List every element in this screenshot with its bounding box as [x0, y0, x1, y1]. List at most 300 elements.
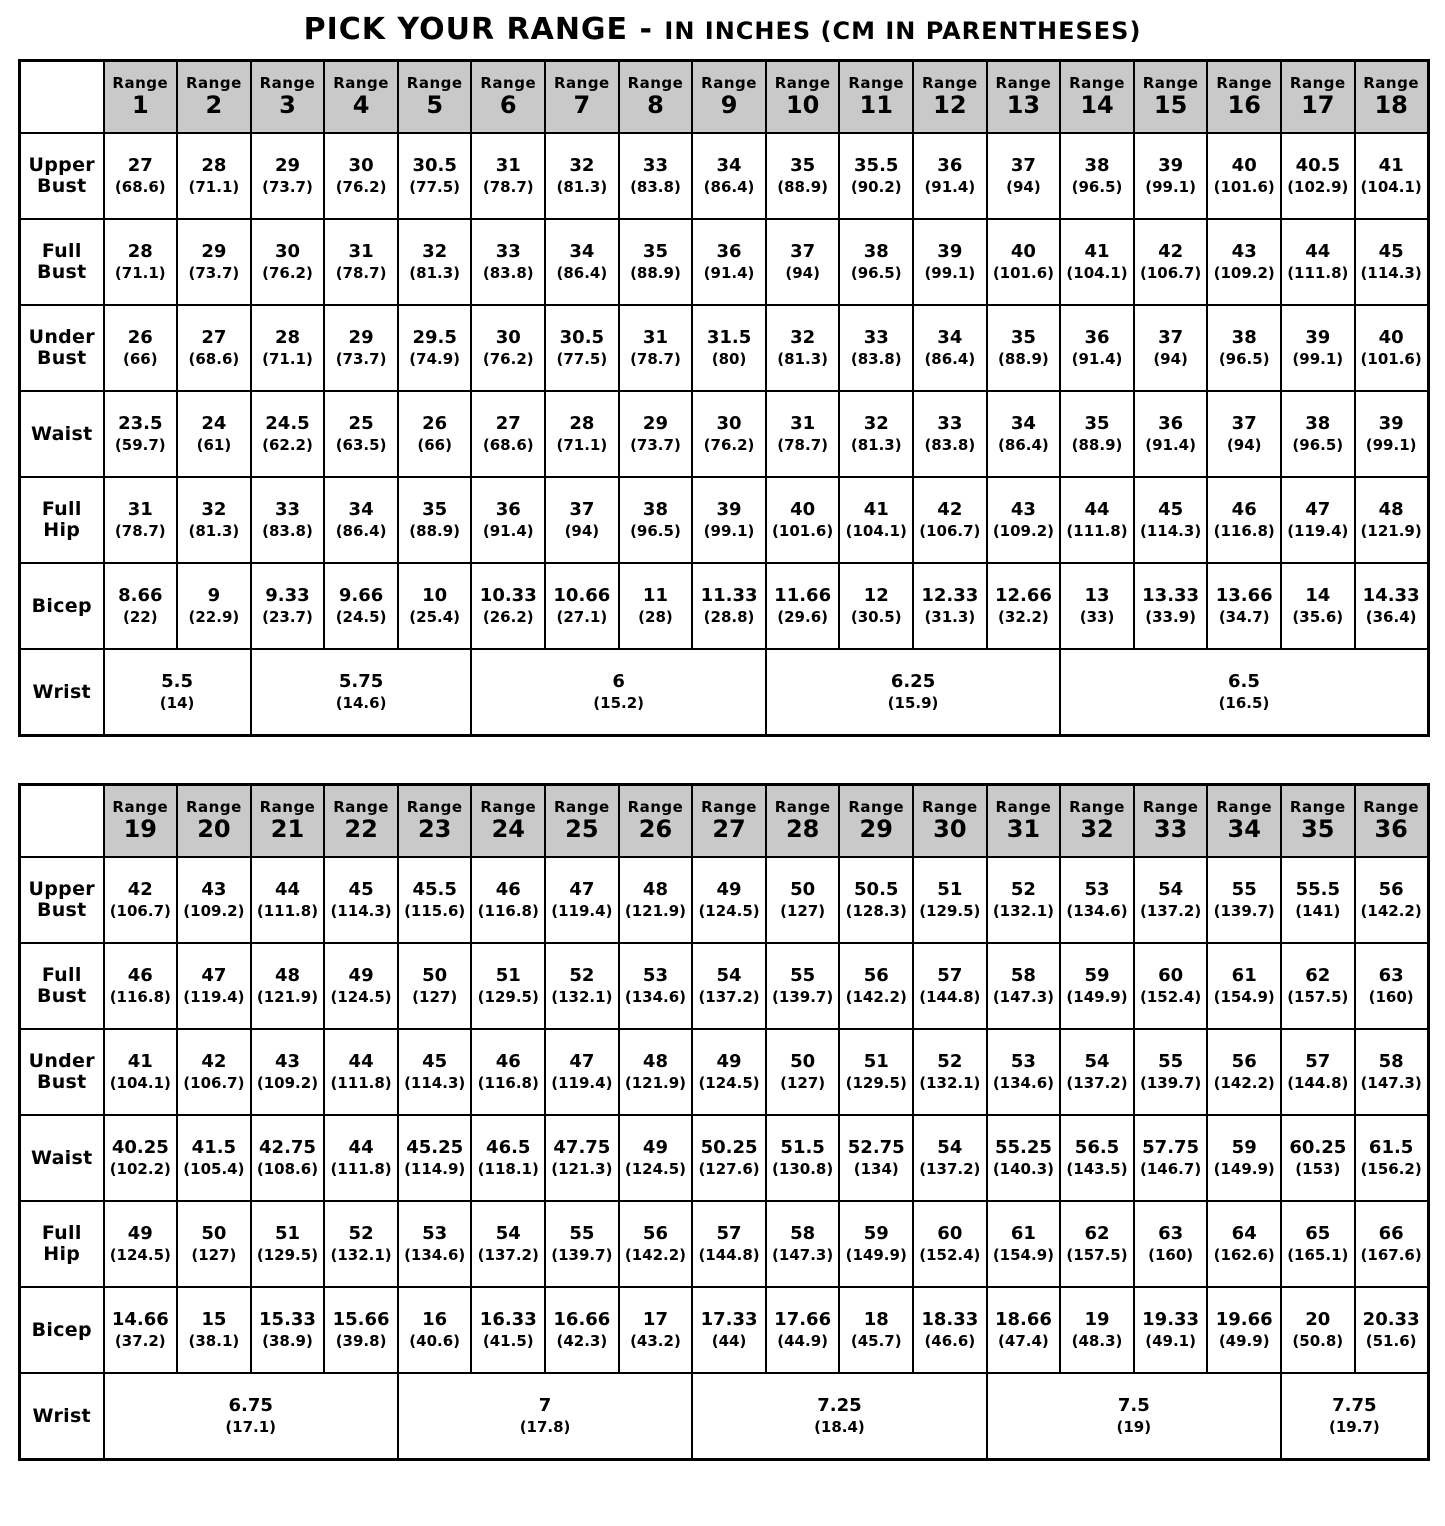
column-header-range-4[interactable] — [324, 61, 398, 134]
measurement-cell — [1060, 1287, 1134, 1373]
measurement-cell — [545, 563, 619, 649]
measurement-cell — [471, 943, 545, 1029]
measure-cm: (139.7) — [772, 987, 834, 1006]
range-word: Range — [774, 797, 831, 816]
measure-inches: 60 — [937, 1223, 963, 1245]
measure-cm: (132.1) — [551, 987, 613, 1006]
measurement-cell — [471, 391, 545, 477]
range-word: Range — [848, 73, 905, 92]
measurement-cell — [1060, 563, 1134, 649]
measure-inches: 31 — [348, 241, 374, 263]
measurement-cell — [251, 133, 325, 219]
range-word: Range — [259, 797, 316, 816]
measurement-cell — [1355, 133, 1429, 219]
measurement-cell — [987, 1115, 1061, 1201]
measure-cm: (86.4) — [335, 521, 387, 540]
measurement-cell — [104, 1201, 178, 1287]
measure-cm: (30.5) — [850, 607, 902, 626]
measure-cm: (142.2) — [1360, 901, 1422, 920]
range-word: Range — [186, 73, 242, 92]
measure-cm: (152.4) — [1140, 987, 1202, 1006]
measure-cm: (96.5) — [1218, 349, 1270, 368]
column-header-range-1[interactable] — [104, 61, 178, 134]
measure-inches: 55.25 — [994, 1137, 1052, 1159]
measure-cm: (115.6) — [404, 901, 466, 920]
wrist-measurement-cell — [766, 649, 1060, 736]
column-header-range-20[interactable] — [177, 785, 251, 858]
measurement-cell — [324, 1115, 398, 1201]
range-word: Range — [1069, 797, 1125, 816]
measurement-cell — [839, 857, 913, 943]
measurement-cell — [766, 1201, 840, 1287]
column-header-range-30[interactable] — [913, 785, 987, 858]
measure-inches: 30.5 — [559, 327, 605, 349]
range-table-2 — [18, 783, 1430, 1461]
measure-cm: (71.1) — [114, 263, 166, 282]
column-header-range-19[interactable] — [104, 785, 178, 858]
measure-cm: (81.3) — [556, 177, 608, 196]
measure-inches: 47 — [569, 1051, 595, 1073]
measure-inches: 12.66 — [994, 585, 1052, 607]
measure-cm: (139.7) — [551, 1245, 613, 1264]
measure-cm: (22) — [123, 607, 158, 626]
measure-cm: (73.7) — [188, 263, 240, 282]
column-header-range-31[interactable] — [987, 785, 1061, 858]
measurement-cell — [398, 133, 472, 219]
measurement-cell — [1207, 857, 1281, 943]
measurement-cell — [987, 1029, 1061, 1115]
range-number: 15 — [1153, 91, 1188, 120]
range-number: 30 — [933, 815, 967, 844]
measure-cm: (137.2) — [698, 987, 760, 1006]
measure-inches: 7 — [538, 1395, 552, 1417]
measure-inches: 5.5 — [161, 671, 194, 693]
measure-cm: (137.2) — [1140, 901, 1202, 920]
measure-inches: 32 — [422, 241, 448, 263]
measure-cm: (116.8) — [477, 1073, 539, 1092]
measurement-cell — [1060, 305, 1134, 391]
column-header-range-8[interactable] — [619, 61, 693, 134]
measure-cm: (88.9) — [409, 521, 461, 540]
measurement-cell — [104, 563, 178, 649]
measure-inches: 32 — [790, 327, 816, 349]
range-word: Range — [1289, 73, 1346, 92]
measure-inches: 30 — [274, 241, 301, 263]
measure-inches: 35 — [642, 241, 668, 263]
measurement-cell — [692, 857, 766, 943]
measure-cm: (128.3) — [845, 901, 907, 920]
range-number: 19 — [123, 815, 157, 844]
range-word: Range — [1142, 797, 1199, 816]
measurement-cell — [1134, 219, 1208, 305]
measurement-cell — [987, 1287, 1061, 1373]
measure-inches: 56 — [642, 1223, 668, 1245]
measurement-cell — [104, 133, 178, 219]
row-label-line1: Upper — [28, 878, 95, 901]
range-word: Range — [1216, 797, 1273, 816]
measure-inches: 59 — [863, 1223, 889, 1245]
measure-inches: 29.5 — [412, 327, 457, 349]
measure-cm: (106.7) — [919, 521, 981, 540]
column-header-range-5[interactable] — [398, 61, 472, 134]
measurement-cell — [619, 1029, 693, 1115]
measure-cm: (114.9) — [404, 1159, 466, 1178]
measure-inches: 46 — [1231, 499, 1257, 521]
measure-inches: 28 — [127, 241, 153, 263]
column-header-range-32[interactable] — [1060, 785, 1134, 858]
measurement-cell — [251, 943, 325, 1029]
measure-cm: (35.6) — [1292, 607, 1344, 626]
measure-cm: (124.5) — [330, 987, 392, 1006]
measurement-cell — [1060, 391, 1134, 477]
table-row — [20, 1029, 1429, 1115]
measure-cm: (81.3) — [850, 435, 902, 454]
measure-cm: (77.5) — [556, 349, 608, 368]
measure-cm: (38.1) — [188, 1331, 240, 1350]
measurement-cell — [1134, 857, 1208, 943]
measure-cm: (78.7) — [777, 435, 828, 454]
measurement-cell — [251, 1201, 325, 1287]
measure-inches: 39 — [937, 241, 963, 263]
wrist-measurement-cell — [104, 649, 251, 736]
measurement-cell — [177, 477, 251, 563]
measure-inches: 12 — [863, 585, 889, 607]
measure-cm: (106.7) — [183, 1073, 245, 1092]
measure-cm: (49.9) — [1218, 1331, 1270, 1350]
measurement-cell — [913, 133, 987, 219]
measure-cm: (104.1) — [1360, 177, 1422, 196]
measure-cm: (81.3) — [188, 521, 240, 540]
measure-inches: 40 — [1010, 241, 1036, 263]
range-number: 32 — [1080, 815, 1114, 844]
measurement-cell — [1355, 391, 1429, 477]
column-header-range-16[interactable] — [1207, 61, 1281, 134]
measure-cm: (142.2) — [845, 987, 907, 1006]
measurement-cell — [471, 563, 545, 649]
range-number: 10 — [785, 91, 820, 120]
range-word: Range — [1363, 73, 1420, 92]
measure-cm: (43.2) — [630, 1331, 681, 1350]
measure-cm: (101.6) — [1360, 349, 1422, 368]
wrist-measurement-cell — [692, 1373, 986, 1460]
range-word: Range — [553, 73, 610, 92]
measure-cm: (134) — [853, 1159, 899, 1178]
measure-cm: (76.2) — [703, 435, 755, 454]
measure-inches: 38 — [863, 241, 889, 263]
column-header-range-11[interactable] — [839, 61, 913, 134]
measure-inches: 19.66 — [1215, 1309, 1273, 1331]
measurement-cell — [1134, 943, 1208, 1029]
measure-inches: 52.75 — [847, 1137, 905, 1159]
range-word: Range — [480, 797, 537, 816]
column-header-range-2[interactable] — [177, 61, 251, 134]
column-header-range-24[interactable] — [471, 785, 545, 858]
measurement-cell — [987, 219, 1061, 305]
measurement-cell — [913, 219, 987, 305]
measure-inches: 61 — [1231, 965, 1257, 987]
column-header-range-25[interactable] — [545, 785, 619, 858]
range-word: Range — [1363, 797, 1420, 816]
measurement-cell — [1207, 1201, 1281, 1287]
measurement-cell — [545, 391, 619, 477]
measurement-cell — [177, 305, 251, 391]
range-number: 17 — [1301, 91, 1335, 120]
measure-cm: (88.9) — [1071, 435, 1123, 454]
measure-cm: (68.6) — [188, 349, 240, 368]
measure-cm: (17.1) — [225, 1417, 277, 1436]
measure-cm: (142.2) — [1213, 1073, 1275, 1092]
measure-cm: (157.5) — [1287, 987, 1349, 1006]
measure-cm: (114.3) — [1140, 521, 1202, 540]
row-label-line1: Bicep — [31, 594, 92, 617]
measure-inches: 46 — [127, 965, 153, 987]
measurement-cell — [766, 1287, 840, 1373]
measure-inches: 52 — [569, 965, 595, 987]
measure-inches: 44 — [348, 1137, 374, 1159]
range-number: 16 — [1227, 91, 1261, 120]
measure-cm: (130.8) — [772, 1159, 834, 1178]
measure-cm: (14) — [159, 693, 195, 712]
measurement-cell — [398, 1201, 472, 1287]
measure-cm: (77.5) — [409, 177, 461, 196]
measure-inches: 52 — [1010, 879, 1036, 901]
column-header-range-7[interactable] — [545, 61, 619, 134]
measure-inches: 41.5 — [191, 1137, 237, 1159]
measure-cm: (40.6) — [409, 1331, 461, 1350]
range-number: 33 — [1153, 815, 1188, 844]
measure-cm: (149.9) — [1213, 1159, 1275, 1178]
column-header-range-13[interactable] — [987, 61, 1061, 134]
measurement-cell — [1207, 305, 1281, 391]
wrist-measurement-cell — [398, 1373, 692, 1460]
measurement-cell — [1355, 219, 1429, 305]
measurement-cell — [251, 477, 325, 563]
measurement-cell — [1134, 1201, 1208, 1287]
row-label-line2: Bust — [36, 175, 87, 197]
measure-cm: (142.2) — [624, 1245, 687, 1264]
measure-cm: (137.2) — [1066, 1073, 1128, 1092]
measure-inches: 36 — [1084, 327, 1110, 349]
measure-inches: 24 — [201, 413, 227, 435]
measurement-cell — [619, 1115, 693, 1201]
measure-inches: 63 — [1158, 1223, 1184, 1245]
measure-inches: 27 — [495, 413, 521, 435]
range-word: Range — [186, 797, 242, 816]
measure-cm: (50.8) — [1292, 1331, 1344, 1350]
measure-inches: 35 — [790, 155, 816, 177]
measurement-cell — [545, 1029, 619, 1115]
range-number: 1 — [131, 91, 149, 120]
row-label-line2: Hip — [43, 1243, 81, 1265]
measurement-cell — [471, 305, 545, 391]
measure-cm: (96.5) — [850, 263, 902, 282]
measure-cm: (121.3) — [551, 1159, 613, 1178]
column-header-range-9[interactable] — [692, 61, 766, 134]
measure-cm: (127) — [780, 901, 826, 920]
measure-cm: (17.8) — [519, 1417, 571, 1436]
column-header-range-26[interactable] — [619, 785, 693, 858]
measure-cm: (127) — [412, 987, 458, 1006]
measure-cm: (141) — [1295, 901, 1341, 920]
measure-cm: (109.2) — [1213, 263, 1275, 282]
measurement-cell — [1207, 133, 1281, 219]
measure-cm: (156.2) — [1360, 1159, 1422, 1178]
measurement-cell — [104, 1115, 178, 1201]
measure-cm: (26.2) — [482, 607, 534, 626]
tables-container — [18, 59, 1427, 1461]
measurement-cell — [471, 1115, 545, 1201]
measurement-cell — [1134, 563, 1208, 649]
measure-cm: (105.4) — [183, 1159, 245, 1178]
measure-inches: 35 — [1010, 327, 1036, 349]
range-number: 5 — [426, 91, 444, 120]
column-header-range-21[interactable] — [251, 785, 325, 858]
measurement-cell — [104, 857, 178, 943]
measurement-cell — [1060, 219, 1134, 305]
measure-inches: 13.33 — [1142, 585, 1200, 607]
page-title-sub: IN INCHES (CM IN PARENTHESES) — [664, 17, 1142, 45]
measure-inches: 24.5 — [265, 413, 310, 435]
measure-cm: (41.5) — [482, 1331, 534, 1350]
measure-inches: 37 — [790, 241, 816, 263]
measure-inches: 44 — [1084, 499, 1110, 521]
measurement-cell — [619, 219, 693, 305]
measure-inches: 53 — [422, 1223, 448, 1245]
column-header-range-23[interactable] — [398, 785, 472, 858]
measurement-cell — [766, 133, 840, 219]
measurement-cell — [324, 219, 398, 305]
measure-inches: 28 — [201, 155, 227, 177]
table-row-wrist — [20, 649, 1429, 736]
column-header-range-12[interactable] — [913, 61, 987, 134]
measure-cm: (19.7) — [1328, 1417, 1380, 1436]
column-header-range-33[interactable] — [1134, 785, 1208, 858]
measure-cm: (104.1) — [1066, 263, 1128, 282]
measure-inches: 59 — [1231, 1137, 1257, 1159]
wrist-measurement-cell — [104, 1373, 398, 1460]
measure-inches: 32 — [201, 499, 227, 521]
column-header-range-34[interactable] — [1207, 785, 1281, 858]
measure-cm: (134.6) — [992, 1073, 1054, 1092]
range-number: 35 — [1301, 815, 1335, 844]
measurement-cell — [398, 305, 472, 391]
measure-inches: 60.25 — [1289, 1137, 1347, 1159]
measure-cm: (83.8) — [630, 177, 681, 196]
measure-inches: 33 — [274, 499, 301, 521]
measure-cm: (106.7) — [109, 901, 171, 920]
column-header-range-22[interactable] — [324, 785, 398, 858]
measure-inches: 52 — [348, 1223, 374, 1245]
column-header-range-6[interactable] — [471, 61, 545, 134]
measure-cm: (81.3) — [777, 349, 828, 368]
measure-cm: (116.8) — [477, 901, 539, 920]
column-header-range-17[interactable] — [1281, 61, 1355, 134]
measurement-cell — [104, 391, 178, 477]
measure-inches: 14 — [1305, 585, 1331, 607]
measure-cm: (101.6) — [772, 521, 834, 540]
row-label-wrist — [20, 1373, 104, 1460]
measure-inches: 65 — [1305, 1223, 1331, 1245]
measure-inches: 47 — [569, 879, 595, 901]
measure-inches: 31 — [127, 499, 153, 521]
measure-inches: 50 — [790, 879, 816, 901]
column-header-range-10[interactable] — [766, 61, 840, 134]
measure-cm: (31.3) — [924, 607, 976, 626]
measurement-cell — [1207, 943, 1281, 1029]
measure-inches: 49 — [348, 965, 374, 987]
measure-inches: 45 — [1378, 241, 1404, 263]
column-header-range-29[interactable] — [839, 785, 913, 858]
measurement-cell — [545, 1115, 619, 1201]
row-label-line2: Bust — [36, 899, 87, 921]
measure-cm: (119.4) — [551, 1073, 613, 1092]
measure-cm: (94) — [1153, 349, 1188, 368]
measure-inches: 17.33 — [700, 1309, 758, 1331]
measure-cm: (68.6) — [482, 435, 534, 454]
column-header-range-15[interactable] — [1134, 61, 1208, 134]
measure-inches: 30 — [495, 327, 521, 349]
row-label-line1: Full — [41, 1222, 82, 1245]
measurement-cell — [471, 1201, 545, 1287]
measurement-cell — [766, 943, 840, 1029]
measure-inches: 6.25 — [890, 671, 936, 693]
measure-cm: (121.9) — [256, 987, 319, 1006]
table-row — [20, 391, 1429, 477]
measure-inches: 41 — [863, 499, 889, 521]
range-number: 2 — [205, 91, 223, 120]
measure-inches: 48 — [642, 879, 668, 901]
column-header-range-36[interactable] — [1355, 785, 1429, 858]
column-header-range-14[interactable] — [1060, 61, 1134, 134]
column-header-range-18[interactable] — [1355, 61, 1429, 134]
measure-cm: (24.5) — [335, 607, 387, 626]
column-header-range-27[interactable] — [692, 785, 766, 858]
measure-inches: 34 — [569, 241, 595, 263]
measurement-cell — [619, 943, 693, 1029]
measurement-cell — [766, 1115, 840, 1201]
measure-cm: (28.8) — [703, 607, 755, 626]
measure-cm: (111.8) — [1066, 521, 1128, 540]
measure-cm: (37.2) — [114, 1331, 166, 1350]
measure-cm: (23.7) — [262, 607, 313, 626]
measure-cm: (104.1) — [109, 1073, 171, 1092]
measure-cm: (91.4) — [1071, 349, 1123, 368]
measure-inches: 62 — [1084, 1223, 1110, 1245]
column-header-range-35[interactable] — [1281, 785, 1355, 858]
measurement-cell — [766, 391, 840, 477]
table-spacer — [18, 737, 1427, 783]
measure-cm: (91.4) — [703, 263, 755, 282]
measurement-cell — [398, 1115, 472, 1201]
measurement-cell — [619, 1201, 693, 1287]
measure-cm: (114.3) — [330, 901, 392, 920]
column-header-range-28[interactable] — [766, 785, 840, 858]
measurement-cell — [987, 305, 1061, 391]
column-header-range-3[interactable] — [251, 61, 325, 134]
measure-cm: (124.5) — [624, 1159, 687, 1178]
measure-cm: (19) — [1116, 1417, 1152, 1436]
measure-cm: (83.8) — [924, 435, 976, 454]
measure-cm: (160) — [1148, 1245, 1194, 1264]
measure-cm: (152.4) — [919, 1245, 981, 1264]
measure-cm: (137.2) — [919, 1159, 981, 1178]
measure-cm: (119.4) — [551, 901, 613, 920]
measure-inches: 55 — [1231, 879, 1257, 901]
measure-inches: 34 — [716, 155, 742, 177]
measure-cm: (51.6) — [1365, 1331, 1417, 1350]
measure-inches: 7.5 — [1117, 1395, 1150, 1417]
measure-cm: (124.5) — [698, 901, 760, 920]
